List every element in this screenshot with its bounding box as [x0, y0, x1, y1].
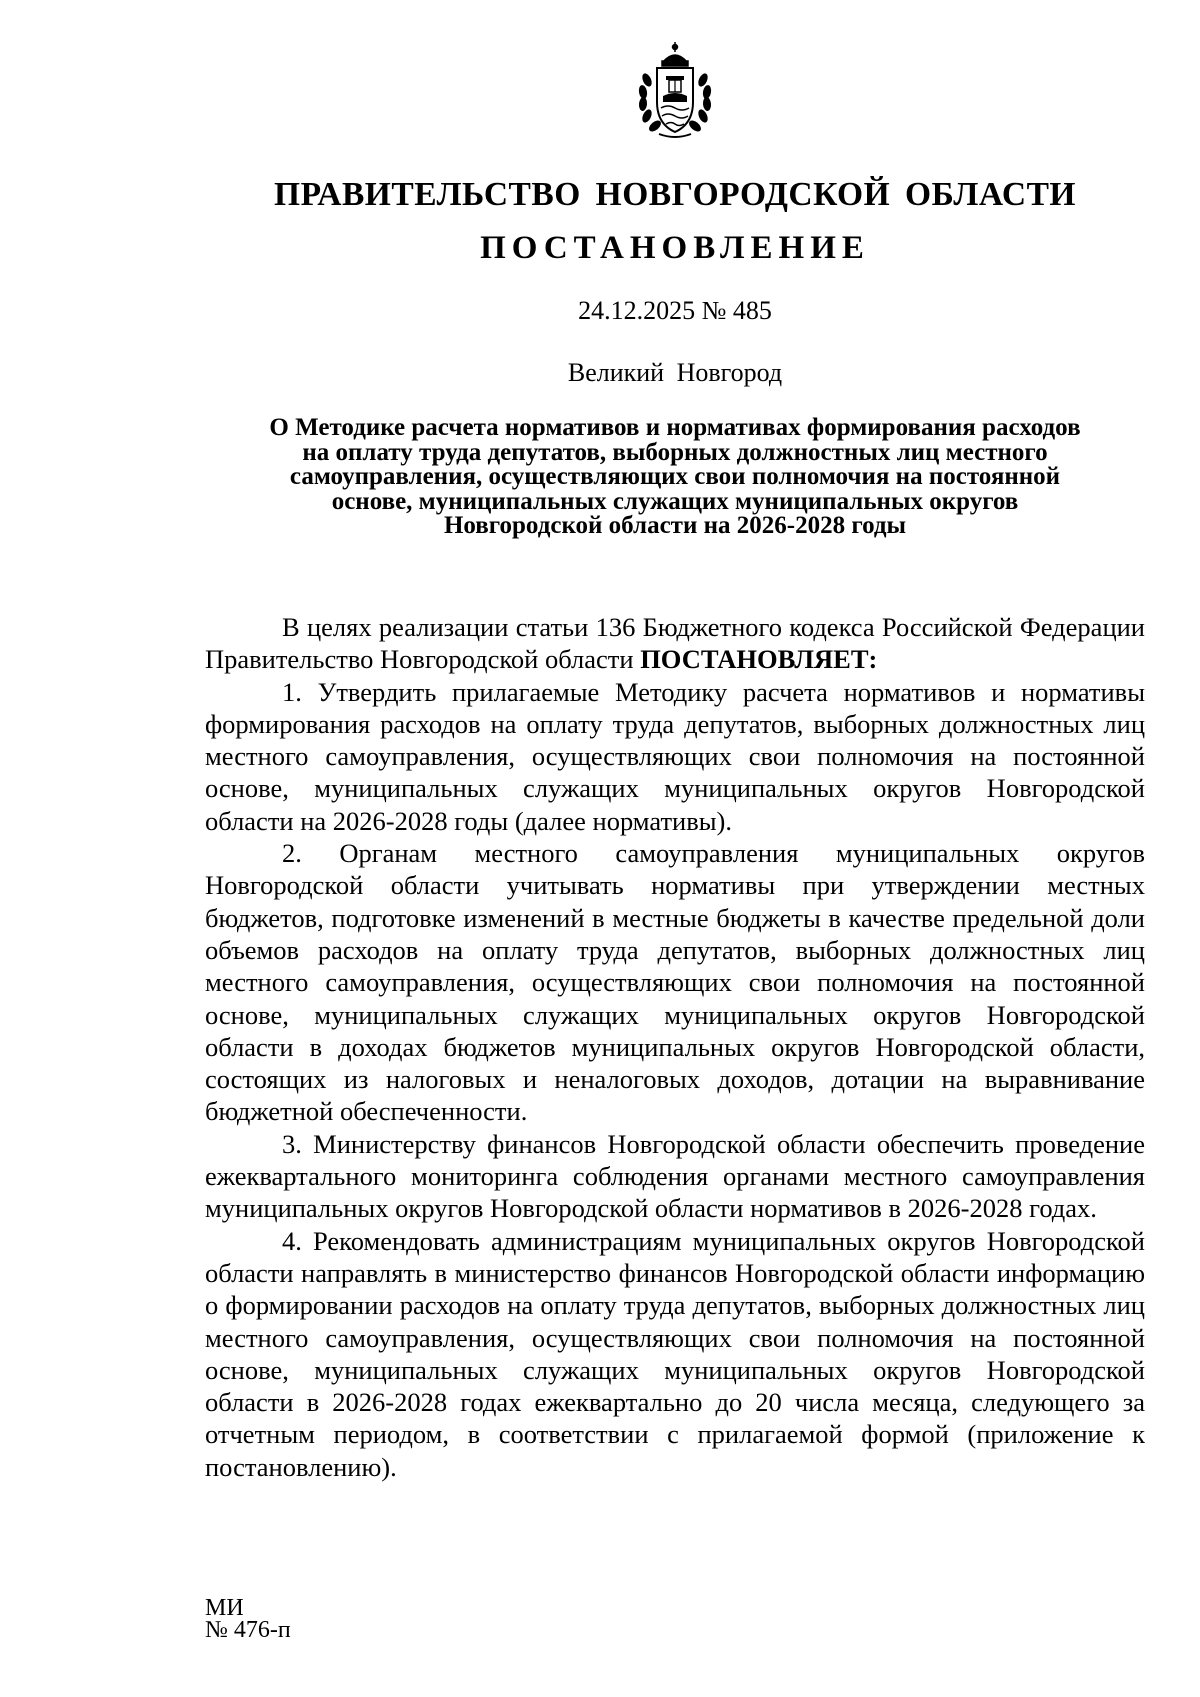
document-subject [205, 416, 1145, 539]
item-paragraph-3: 3. Министерству финансов Новгородской области обеспечить проведение ежеквартального мониторинга соблюдения органами местного самоуправления муниципальных округов Новгородской области нормативов в 2026-2028 годах. [205, 1128, 1145, 1224]
subject-line: О Методике расчета нормативов и нормативах формирования расходов [269, 414, 1081, 441]
item-paragraph-4: 4. Рекомендовать администрациям муниципальных округов Новгородской области направлять в министерство финансов Новгородской области информацию о формировании расходов на оплату труда депутатов, выборных должностных лиц местного самоуправления, осуществляющих свои полномочия на постоянной основе, муниципальных служащих муниципальных округов Новгородской области в 2026-2028 годах ежеквартально до 20 числа месяца, следующего за отчетным периодом, в соответствии с прилагаемой формой (приложение к постановлению). [205, 1225, 1145, 1482]
intro-paragraph [205, 611, 1145, 676]
footer-reference-number: № 476-п [205, 1617, 291, 1643]
item-paragraph-2: 2. Органам местного самоуправления муниципальных округов Новгородской области учитывать нормативы при утверждении местных бюджетов, подготовке изменений в местные бюджеты в качестве предельной доли объемов расходов на оплату труда депутатов, выборных должностных лиц местного самоуправления, осуществляющих свои полномочия на постоянной основе, муниципальных служащих муниципальных округов Новгородской области в доходах бюджетов муниципальных округов Новгородской области, состоящих из налоговых и неналоговых доходов, дотации на выравнивание бюджетной обеспеченности. [205, 838, 1145, 1127]
intro-text: В целях реализации статьи 136 Бюджетного кодекса Российской Федерации Правительство Новгородской области [205, 612, 1145, 675]
document-footer [205, 1597, 291, 1641]
coat-of-arms-icon [633, 40, 717, 142]
subject-line: на оплату труда депутатов, выборных должностных лиц местного [302, 438, 1048, 466]
intro-keyword: ПОСТАНОВЛЯЕТ: [640, 644, 878, 675]
document-body [205, 611, 1145, 1483]
item-paragraph-1: 1. Утвердить прилагаемые Методику расчета нормативов и нормативы формирования расходов на оплату труда депутатов, выборных должностных лиц местного самоуправления, осуществляющих свои полномочия на постоянной основе, муниципальных служащих муниципальных округов Новгородской области на 2026-2028 годы (далее нормативы). [205, 676, 1145, 836]
footer-initials: МИ [205, 1595, 244, 1621]
document-type: ПОСТАНОВЛЕНИЕ [480, 230, 870, 266]
subject-line: Новгородской области на 2026-2028 годы [443, 512, 907, 539]
organization-title: ПРАВИТЕЛЬСТВО НОВГОРОДСКОЙ ОБЛАСТИ [274, 176, 1076, 213]
subject-line: самоуправления, осуществляющих свои полномочия на постоянной [289, 463, 1061, 490]
subject-line: основе, муниципальных служащих муниципальных округов [331, 487, 1019, 515]
document-date-number: 24.12.2025 № 485 [578, 296, 772, 325]
document-place: Великий Новгород [567, 358, 783, 387]
